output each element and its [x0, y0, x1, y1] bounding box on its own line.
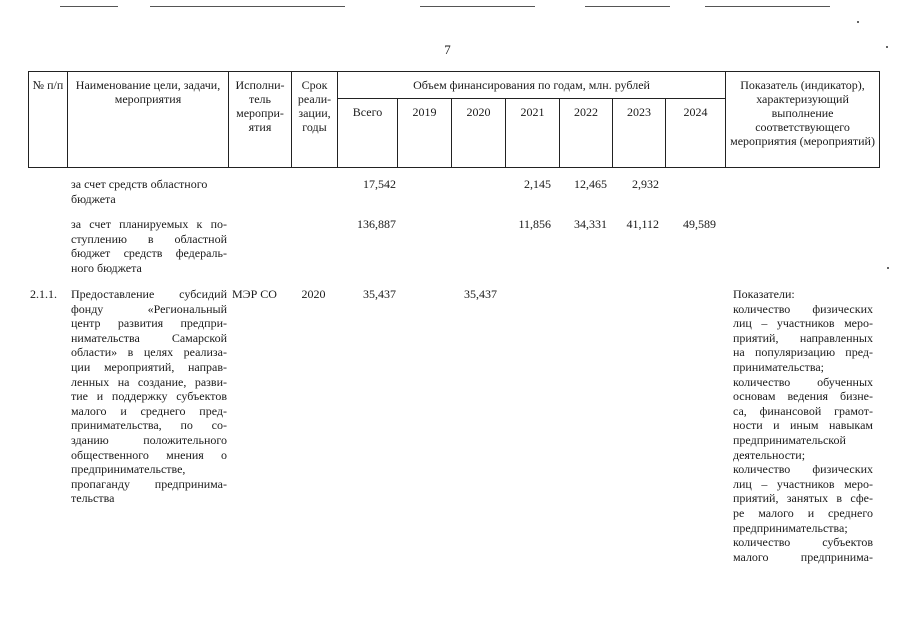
scan-top-line — [150, 6, 345, 7]
header-total: Всего — [338, 99, 398, 168]
row-total: 35,437 — [363, 287, 396, 301]
scan-top-line — [705, 6, 830, 7]
header-year-2024: 2024 — [666, 99, 726, 168]
page-number: 7 — [444, 42, 451, 57]
header-year-2023: 2023 — [613, 99, 666, 168]
scan-top-line — [585, 6, 670, 7]
row-year-2024: 49,589 — [683, 217, 716, 231]
header-year-2020: 2020 — [452, 99, 506, 168]
row-name: за счет средств областного бюджета — [71, 177, 208, 206]
row-year-2020: 35,437 — [464, 287, 497, 301]
scan-speck — [857, 21, 859, 23]
row-total: 136,887 — [357, 217, 396, 231]
header-funding: Объем финансирования по годам, млн. рублей — [338, 72, 726, 99]
header-executor: Исполни-тель меропри-ятия — [229, 72, 292, 168]
row-year-2023: 41,112 — [626, 217, 659, 231]
row-indicator: Показатели: количество физических лиц – участников меро- приятий, направленных на популяризацию пред- принимательства; количество обученных основам ведения бизне- са, финансовой грамот- ности и иным навыкам предпринимательской деятельности; количество физических лиц – участников меро- приятий, занятых в сфе- ре малого и среднего предпринимательства; количество субъектов малого предпринима- — [733, 287, 873, 564]
row-term: 2020 — [301, 287, 326, 301]
row-year-2021: 2,145 — [524, 177, 551, 191]
row-year-2021: 11,856 — [518, 217, 551, 231]
header-term: Срок реали-зации, годы — [292, 72, 338, 168]
header-num: № п/п — [29, 72, 68, 168]
header-indicator: Показатель (индикатор), характеризующий выполнение соответствующего мероприятия (мероприятий) — [726, 72, 880, 168]
row-year-2023: 2,932 — [632, 177, 659, 191]
scan-top-line — [420, 6, 535, 7]
header-year-2021: 2021 — [506, 99, 560, 168]
scan-speck — [887, 267, 889, 269]
row-total: 17,542 — [363, 177, 396, 191]
table-header — [28, 71, 880, 168]
row-year-2022: 34,331 — [574, 217, 607, 231]
scan-top-line — [60, 6, 118, 7]
row-num: 2.1.1. — [30, 287, 57, 301]
header-year-2022: 2022 — [560, 99, 613, 168]
header-name: Наименование цели, задачи, мероприятия — [68, 72, 229, 168]
row-year-2022: 12,465 — [574, 177, 607, 191]
row-name: за счет планируемых к по- ступлению в областной бюджет средств федераль- ного бюджета — [71, 217, 227, 275]
row-executor: МЭР СО — [232, 287, 277, 301]
row-name: Предоставление субсидий фонду «Региональный центр развития предпри- нимательства Самарской области» в целях реализа- ции мероприятий, направ- ленных на создание, разви- тие и поддержку субъектов малого и среднего пред- принимательства, по со- зданию положительного общественного мнения о предпринимательстве, пропаганду предпринима- тельства — [71, 287, 227, 506]
header-year-2019: 2019 — [398, 99, 452, 168]
